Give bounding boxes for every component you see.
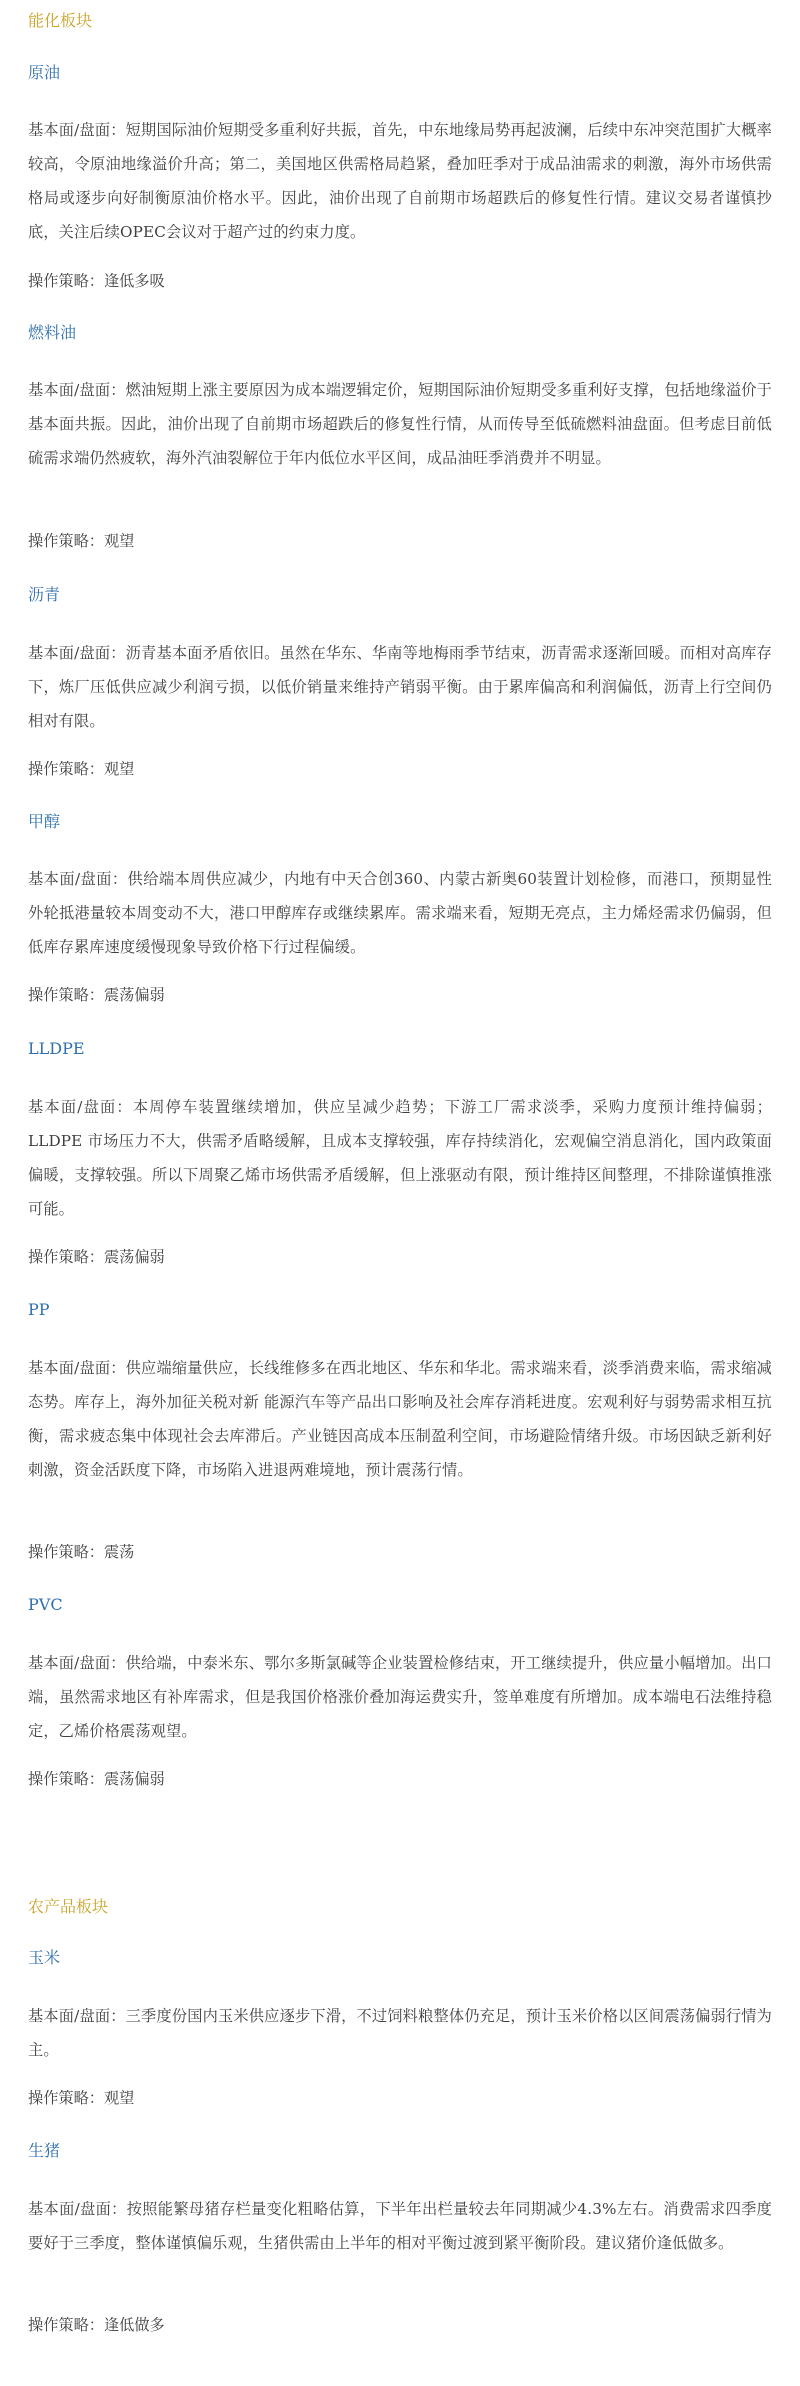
- item-strategy-fuel-oil: [28, 530, 134, 552]
- strategy-value: 观望: [103, 532, 135, 550]
- item-title-fuel-oil: 燃料油: [28, 323, 77, 342]
- strategy-label: 操作策略：: [28, 1248, 104, 1266]
- strategy-label: 操作策略：: [28, 986, 104, 1004]
- item-strategy-lldpe: [28, 1246, 165, 1268]
- item-basis-pvc: 基本面/盘面：供给端，中泰米东、鄂尔多斯氯碱等企业装置检修结束，开工继续提升，供应量小幅增加。出口端，虽然需求地区有补库需求，但是我国价格涨价叠加海运费实升，签单难度有所增加。成本端电石法维持稳定，乙烯价格震荡观望。: [28, 1654, 772, 1740]
- item-basis-methanol: 基本面/盘面：供给端本周供应减少，内地有中天合创360、内蒙古新奥60装置计划检修，而港口，预期显性外轮抵港量较本周变动不大，港口甲醇库存或继续累库。需求端来看，短期无亮点，主力烯烃需求仍偏弱，但低库存累库速度缓慢现象导致价格下行过程偏缓。: [28, 870, 772, 956]
- section-title-agriculture: 农产品板块: [28, 1897, 109, 1916]
- section-title-energy-chemical: 能化板块: [28, 11, 93, 30]
- item-title-pvc: PVC: [28, 1595, 63, 1614]
- item-title-corn: 玉米: [28, 1948, 61, 1967]
- item-strategy-pp: [28, 1541, 134, 1563]
- strategy-value: 观望: [103, 760, 135, 778]
- item-title-asphalt: 沥青: [28, 585, 61, 604]
- item-strategy-live-hog: [28, 2314, 165, 2336]
- strategy-label: 操作策略：: [28, 2089, 104, 2107]
- item-basis-corn: 基本面/盘面：三季度份国内玉米供应逐步下滑，不过饲料粮整体仍充足，预计玉米价格以区间震荡偏弱行情为主。: [28, 2007, 772, 2059]
- item-strategy-corn: [28, 2087, 134, 2109]
- item-title-live-hog: 生猪: [28, 2141, 61, 2160]
- item-strategy-pvc: [28, 1768, 165, 1790]
- strategy-value: 逢低做多: [103, 2316, 165, 2334]
- item-basis-pp: 基本面/盘面：供应端缩量供应，长线维修多在西北地区、华东和华北。需求端来看，淡季消费来临，需求缩减态势。库存上，海外加征关税对新 能源汽车等产品出口影响及社会库存消耗进度。宏观利好与弱势需求相互抗衡，需求疲态集中体现社会去库滞后。产业链因高成本压制盈利空间，市场避险情绪升级。市场因缺乏新利好刺激，资金活跃度下降，市场陷入进退两难境地，预计震荡行情。: [28, 1359, 772, 1479]
- strategy-label: 操作策略：: [28, 272, 104, 290]
- item-basis-crude-oil: 基本面/盘面：短期国际油价短期受多重利好共振，首先，中东地缘局势再起波澜，后续中东冲突范围扩大概率较高，令原油地缘溢价升高；第二，美国地区供需格局趋紧，叠加旺季对于成品油需求的刺激，海外市场供需格局或逐步向好制衡原油价格水平。因此，油价出现了自前期市场超跌后的修复性行情。建议交易者谨慎抄底，关注后续OPEC会议对于超产过的约束力度。: [28, 121, 772, 241]
- strategy-label: 操作策略：: [28, 1543, 104, 1561]
- item-basis-lldpe: 基本面/盘面：本周停车装置继续增加，供应呈减少趋势；下游工厂需求淡季，采购力度预计维持偏弱；LLDPE 市场压力不大，供需矛盾略缓解，且成本支撑较强，库存持续消化，宏观偏空消息消化，国内政策面偏暖，支撑较强。所以下周聚乙烯市场供需矛盾缓解，但上涨驱动有限，预计维持区间整理，不排除谨慎推涨可能。: [28, 1098, 772, 1218]
- strategy-value: 观望: [103, 2089, 135, 2107]
- item-title-lldpe: LLDPE: [28, 1039, 85, 1058]
- strategy-value: 震荡偏弱: [103, 1248, 165, 1266]
- strategy-label: 操作策略：: [28, 1770, 104, 1788]
- item-title-crude-oil: 原油: [28, 63, 61, 82]
- strategy-value: 震荡偏弱: [103, 986, 165, 1004]
- item-basis-live-hog: 基本面/盘面：按照能繁母猪存栏量变化粗略估算，下半年出栏量较去年同期减少4.3%左右。消费需求四季度要好于三季度，整体谨慎偏乐观，生猪供需由上半年的相对平衡过渡到紧平衡阶段。建议猪价逢低做多。: [28, 2200, 772, 2252]
- strategy-label: 操作策略：: [28, 2316, 104, 2334]
- strategy-label: 操作策略：: [28, 532, 104, 550]
- item-strategy-crude-oil: [28, 270, 165, 292]
- item-title-methanol: 甲醇: [28, 812, 61, 831]
- strategy-label: 操作策略：: [28, 760, 104, 778]
- item-title-pp: PP: [28, 1300, 50, 1319]
- item-strategy-methanol: [28, 984, 165, 1006]
- item-basis-asphalt: 基本面/盘面：沥青基本面矛盾依旧。虽然在华东、华南等地梅雨季节结束，沥青需求逐渐回暖。而相对高库存下，炼厂压低供应减少利润亏损，以低价销量来维持产销弱平衡。由于累库偏高和利润偏低，沥青上行空间仍相对有限。: [28, 644, 772, 730]
- item-basis-fuel-oil: 基本面/盘面：燃油短期上涨主要原因为成本端逻辑定价，短期国际油价短期受多重利好支撑，包括地缘溢价于基本面共振。因此，油价出现了自前期市场超跌后的修复性行情，从而传导至低硫燃料油盘面。但考虑目前低硫需求端仍然疲软，海外汽油裂解位于年内低位水平区间，成品油旺季消费并不明显。: [28, 381, 772, 467]
- strategy-value: 震荡偏弱: [103, 1770, 165, 1788]
- item-strategy-asphalt: [28, 758, 134, 780]
- strategy-value: 逢低多吸: [103, 272, 165, 290]
- strategy-value: 震荡: [103, 1543, 135, 1561]
